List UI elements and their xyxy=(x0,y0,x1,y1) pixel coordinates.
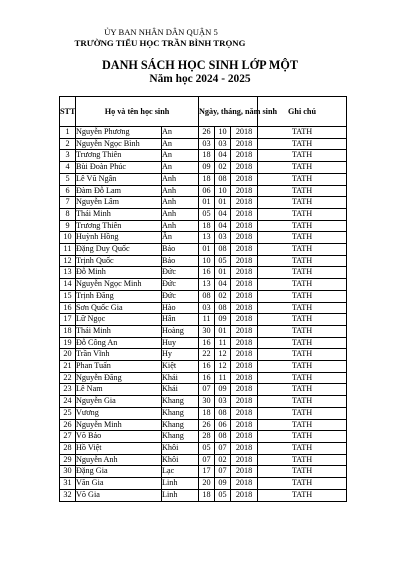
birth-year-cell: 2018 xyxy=(231,162,258,174)
last-name-cell: Nguyễn Phương xyxy=(76,127,162,139)
stt-cell: 6 xyxy=(60,185,76,197)
birth-day-cell: 26 xyxy=(199,419,215,431)
first-name-cell: Hy xyxy=(162,349,199,361)
birth-day-cell: 05 xyxy=(199,208,215,220)
birth-year-cell: 2018 xyxy=(231,337,258,349)
first-name-cell: Anh xyxy=(162,173,199,185)
table-row xyxy=(60,489,347,501)
note-cell: TATH xyxy=(258,325,347,337)
birth-day-cell: 13 xyxy=(199,232,215,244)
birth-day-cell: 07 xyxy=(199,384,215,396)
last-name-cell: Trương Thiên xyxy=(76,220,162,232)
stt-cell: 21 xyxy=(60,361,76,373)
last-name-cell: Nguyễn Ngọc Bình xyxy=(76,138,162,150)
note-cell: TATH xyxy=(258,407,347,419)
last-name-cell: Đỗ Minh xyxy=(76,267,162,279)
birth-year-cell: 2018 xyxy=(231,454,258,466)
birth-month-cell: 11 xyxy=(215,337,231,349)
last-name-cell: Hồ Việt xyxy=(76,442,162,454)
birth-month-cell: 04 xyxy=(215,208,231,220)
stt-cell: 12 xyxy=(60,255,76,267)
table-row xyxy=(60,127,347,139)
note-cell: TATH xyxy=(258,185,347,197)
birth-year-cell: 2018 xyxy=(231,478,258,490)
first-name-cell: Lạc xyxy=(162,466,199,478)
table-header-row xyxy=(60,97,347,127)
birth-month-cell: 06 xyxy=(215,419,231,431)
birth-day-cell: 08 xyxy=(199,290,215,302)
stt-cell: 20 xyxy=(60,349,76,361)
table-row xyxy=(60,478,347,490)
note-cell: TATH xyxy=(258,220,347,232)
birth-year-cell: 2018 xyxy=(231,314,258,326)
stt-cell: 19 xyxy=(60,337,76,349)
birth-month-cell: 10 xyxy=(215,127,231,139)
table-row xyxy=(60,454,347,466)
first-name-cell: Hào xyxy=(162,302,199,314)
note-cell: TATH xyxy=(258,442,347,454)
birth-year-cell: 2018 xyxy=(231,302,258,314)
last-name-cell: Bùi Đoàn Phúc xyxy=(76,162,162,174)
stt-cell: 10 xyxy=(60,232,76,244)
first-name-cell: Đức xyxy=(162,267,199,279)
birth-day-cell: 26 xyxy=(199,127,215,139)
table-row xyxy=(60,290,347,302)
column-header-note: Ghi chú xyxy=(258,97,347,127)
note-cell: TATH xyxy=(258,244,347,256)
table-row xyxy=(60,419,347,431)
stt-cell: 11 xyxy=(60,244,76,256)
table-row xyxy=(60,197,347,209)
birth-day-cell: 06 xyxy=(199,185,215,197)
stt-cell: 14 xyxy=(60,279,76,291)
column-header-name: Họ và tên học sinh xyxy=(76,97,199,127)
note-cell: TATH xyxy=(258,454,347,466)
birth-year-cell: 2018 xyxy=(231,442,258,454)
school-year: Năm học 2024 - 2025 xyxy=(149,73,251,85)
stt-cell: 26 xyxy=(60,419,76,431)
note-cell: TATH xyxy=(258,232,347,244)
birth-year-cell: 2018 xyxy=(231,127,258,139)
table-row xyxy=(60,279,347,291)
last-name-cell: Vương xyxy=(76,407,162,419)
note-cell: TATH xyxy=(258,302,347,314)
table-row xyxy=(60,431,347,443)
stt-cell: 29 xyxy=(60,454,76,466)
birth-year-cell: 2018 xyxy=(231,290,258,302)
first-name-cell: Kiệt xyxy=(162,361,199,373)
last-name-cell: Lữ Ngọc xyxy=(76,314,162,326)
birth-day-cell: 07 xyxy=(199,454,215,466)
note-cell: TATH xyxy=(258,127,347,139)
note-cell: TATH xyxy=(258,349,347,361)
birth-year-cell: 2018 xyxy=(231,138,258,150)
birth-year-cell: 2018 xyxy=(231,419,258,431)
note-cell: TATH xyxy=(258,197,347,209)
table-row xyxy=(60,349,347,361)
birth-month-cell: 03 xyxy=(215,232,231,244)
first-name-cell: Khang xyxy=(162,419,199,431)
birth-year-cell: 2018 xyxy=(231,372,258,384)
stt-cell: 23 xyxy=(60,384,76,396)
note-cell: TATH xyxy=(258,162,347,174)
birth-year-cell: 2018 xyxy=(231,431,258,443)
birth-year-cell: 2018 xyxy=(231,325,258,337)
birth-month-cell: 08 xyxy=(215,173,231,185)
stt-cell: 22 xyxy=(60,372,76,384)
last-name-cell: Sơn Quốc Gia xyxy=(76,302,162,314)
birth-month-cell: 01 xyxy=(215,197,231,209)
table-row xyxy=(60,220,347,232)
last-name-cell: Võ Bảo xyxy=(76,431,162,443)
birth-month-cell: 09 xyxy=(215,478,231,490)
birth-day-cell: 11 xyxy=(199,314,215,326)
birth-day-cell: 16 xyxy=(199,372,215,384)
first-name-cell: Ân xyxy=(162,232,199,244)
birth-day-cell: 05 xyxy=(199,442,215,454)
table-row xyxy=(60,162,347,174)
birth-year-cell: 2018 xyxy=(231,407,258,419)
birth-day-cell: 09 xyxy=(199,162,215,174)
note-cell: TATH xyxy=(258,384,347,396)
birth-day-cell: 18 xyxy=(199,407,215,419)
table-row xyxy=(60,466,347,478)
birth-day-cell: 18 xyxy=(199,220,215,232)
last-name-cell: Văn Gia xyxy=(76,478,162,490)
birth-year-cell: 2018 xyxy=(231,208,258,220)
first-name-cell: Linh xyxy=(162,478,199,490)
note-cell: TATH xyxy=(258,138,347,150)
birth-month-cell: 08 xyxy=(215,244,231,256)
birth-day-cell: 18 xyxy=(199,173,215,185)
birth-month-cell: 04 xyxy=(215,150,231,162)
birth-day-cell: 22 xyxy=(199,349,215,361)
last-name-cell: Nguyễn Ngọc Minh xyxy=(76,279,162,291)
birth-year-cell: 2018 xyxy=(231,185,258,197)
birth-day-cell: 28 xyxy=(199,431,215,443)
last-name-cell: Trần Vĩnh xyxy=(76,349,162,361)
note-cell: TATH xyxy=(258,396,347,408)
birth-year-cell: 2018 xyxy=(231,173,258,185)
last-name-cell: Đặng Duy Quốc xyxy=(76,244,162,256)
table-row xyxy=(60,255,347,267)
birth-month-cell: 08 xyxy=(215,431,231,443)
first-name-cell: Anh xyxy=(162,208,199,220)
first-name-cell: Khôi xyxy=(162,454,199,466)
stt-cell: 27 xyxy=(60,431,76,443)
first-name-cell: An xyxy=(162,150,199,162)
stt-cell: 8 xyxy=(60,208,76,220)
last-name-cell: Thái Minh xyxy=(76,208,162,220)
birth-year-cell: 2018 xyxy=(231,384,258,396)
table-row xyxy=(60,361,347,373)
note-cell: TATH xyxy=(258,208,347,220)
birth-month-cell: 07 xyxy=(215,466,231,478)
stt-cell: 24 xyxy=(60,396,76,408)
last-name-cell: Lê Nam xyxy=(76,384,162,396)
birth-month-cell: 12 xyxy=(215,361,231,373)
birth-month-cell: 05 xyxy=(215,489,231,501)
birth-year-cell: 2018 xyxy=(231,396,258,408)
birth-month-cell: 04 xyxy=(215,279,231,291)
note-cell: TATH xyxy=(258,466,347,478)
note-cell: TATH xyxy=(258,361,347,373)
birth-year-cell: 2018 xyxy=(231,197,258,209)
first-name-cell: An xyxy=(162,162,199,174)
birth-year-cell: 2018 xyxy=(231,220,258,232)
first-name-cell: Anh xyxy=(162,220,199,232)
table-row xyxy=(60,337,347,349)
stt-cell: 16 xyxy=(60,302,76,314)
first-name-cell: Hân xyxy=(162,314,199,326)
first-name-cell: Linh xyxy=(162,489,199,501)
birth-month-cell: 08 xyxy=(215,407,231,419)
first-name-cell: Đức xyxy=(162,279,199,291)
table-row xyxy=(60,267,347,279)
birth-year-cell: 2018 xyxy=(231,244,258,256)
last-name-cell: Nguyễn Lâm xyxy=(76,197,162,209)
last-name-cell: Đàm Đỗ Lam xyxy=(76,185,162,197)
birth-month-cell: 01 xyxy=(215,325,231,337)
table-row xyxy=(60,396,347,408)
first-name-cell: Khang xyxy=(162,396,199,408)
note-cell: TATH xyxy=(258,419,347,431)
last-name-cell: Nguyễn Đăng xyxy=(76,372,162,384)
last-name-cell: Võ Gia xyxy=(76,489,162,501)
note-cell: TATH xyxy=(258,314,347,326)
stt-cell: 7 xyxy=(60,197,76,209)
table-row xyxy=(60,302,347,314)
table-row xyxy=(60,138,347,150)
document-title: DANH SÁCH HỌC SINH LỚP MỘT xyxy=(101,58,299,72)
table-row xyxy=(60,173,347,185)
table-row xyxy=(60,407,347,419)
stt-cell: 4 xyxy=(60,162,76,174)
column-header-dob: Ngày, tháng, năm sinh xyxy=(199,97,258,127)
stt-cell: 2 xyxy=(60,138,76,150)
first-name-cell: Huy xyxy=(162,337,199,349)
birth-month-cell: 03 xyxy=(215,396,231,408)
birth-year-cell: 2018 xyxy=(231,349,258,361)
table-row xyxy=(60,185,347,197)
note-cell: TATH xyxy=(258,431,347,443)
birth-month-cell: 03 xyxy=(215,138,231,150)
table-body xyxy=(60,127,347,502)
stt-cell: 25 xyxy=(60,407,76,419)
birth-day-cell: 17 xyxy=(199,466,215,478)
stt-cell: 13 xyxy=(60,267,76,279)
last-name-cell: Nguyễn Gia xyxy=(76,396,162,408)
stt-cell: 15 xyxy=(60,290,76,302)
birth-day-cell: 30 xyxy=(199,325,215,337)
table-row xyxy=(60,442,347,454)
birth-day-cell: 13 xyxy=(199,279,215,291)
birth-year-cell: 2018 xyxy=(231,489,258,501)
note-cell: TATH xyxy=(258,337,347,349)
first-name-cell: Anh xyxy=(162,185,199,197)
birth-month-cell: 04 xyxy=(215,220,231,232)
birth-month-cell: 12 xyxy=(215,349,231,361)
table-row xyxy=(60,150,347,162)
table-row xyxy=(60,314,347,326)
stt-cell: 30 xyxy=(60,466,76,478)
birth-day-cell: 10 xyxy=(199,255,215,267)
note-cell: TATH xyxy=(258,267,347,279)
last-name-cell: Lê Vũ Ngân xyxy=(76,173,162,185)
note-cell: TATH xyxy=(258,150,347,162)
first-name-cell: Bảo xyxy=(162,244,199,256)
table-row xyxy=(60,244,347,256)
birth-month-cell: 09 xyxy=(215,384,231,396)
birth-year-cell: 2018 xyxy=(231,150,258,162)
stt-cell: 9 xyxy=(60,220,76,232)
note-cell: TATH xyxy=(258,372,347,384)
birth-year-cell: 2018 xyxy=(231,466,258,478)
note-cell: TATH xyxy=(258,279,347,291)
note-cell: TATH xyxy=(258,478,347,490)
first-name-cell: An xyxy=(162,127,199,139)
table-row xyxy=(60,232,347,244)
birth-year-cell: 2018 xyxy=(231,255,258,267)
first-name-cell: An xyxy=(162,138,199,150)
first-name-cell: Anh xyxy=(162,197,199,209)
birth-day-cell: 18 xyxy=(199,489,215,501)
birth-day-cell: 16 xyxy=(199,267,215,279)
birth-month-cell: 01 xyxy=(215,267,231,279)
org-name-line1: ỦY BAN NHÂN DÂN QUẬN 5 xyxy=(104,27,218,37)
stt-cell: 5 xyxy=(60,173,76,185)
birth-day-cell: 16 xyxy=(199,337,215,349)
birth-month-cell: 05 xyxy=(215,255,231,267)
birth-year-cell: 2018 xyxy=(231,279,258,291)
birth-day-cell: 03 xyxy=(199,138,215,150)
stt-cell: 17 xyxy=(60,314,76,326)
last-name-cell: Nguyễn Anh xyxy=(76,454,162,466)
stt-cell: 32 xyxy=(60,489,76,501)
birth-year-cell: 2018 xyxy=(231,361,258,373)
note-cell: TATH xyxy=(258,255,347,267)
table-row xyxy=(60,384,347,396)
stt-cell: 3 xyxy=(60,150,76,162)
first-name-cell: Khang xyxy=(162,407,199,419)
last-name-cell: Đỗ Công An xyxy=(76,337,162,349)
birth-day-cell: 01 xyxy=(199,244,215,256)
birth-day-cell: 30 xyxy=(199,396,215,408)
last-name-cell: Thái Minh xyxy=(76,325,162,337)
last-name-cell: Nguyễn Minh xyxy=(76,419,162,431)
birth-month-cell: 11 xyxy=(215,372,231,384)
first-name-cell: Bảo xyxy=(162,255,199,267)
last-name-cell: Huỳnh Hồng xyxy=(76,232,162,244)
column-header-stt: STT xyxy=(60,97,76,127)
birth-month-cell: 10 xyxy=(215,185,231,197)
last-name-cell: Trịnh Quốc xyxy=(76,255,162,267)
birth-day-cell: 01 xyxy=(199,197,215,209)
first-name-cell: Khải xyxy=(162,384,199,396)
first-name-cell: Khang xyxy=(162,431,199,443)
table-row xyxy=(60,372,347,384)
stt-cell: 31 xyxy=(60,478,76,490)
birth-day-cell: 18 xyxy=(199,150,215,162)
first-name-cell: Đức xyxy=(162,290,199,302)
first-name-cell: Khải xyxy=(162,372,199,384)
last-name-cell: Đặng Gia xyxy=(76,466,162,478)
birth-month-cell: 08 xyxy=(215,302,231,314)
birth-month-cell: 09 xyxy=(215,314,231,326)
last-name-cell: Trịnh Đăng xyxy=(76,290,162,302)
table-row xyxy=(60,208,347,220)
first-name-cell: Hoàng xyxy=(162,325,199,337)
student-roster-table xyxy=(59,96,347,502)
school-name: TRƯỜNG TIỂU HỌC TRẦN BÌNH TRỌNG xyxy=(74,38,246,48)
stt-cell: 1 xyxy=(60,127,76,139)
table-row xyxy=(60,325,347,337)
first-name-cell: Khôi xyxy=(162,442,199,454)
stt-cell: 18 xyxy=(60,325,76,337)
birth-day-cell: 20 xyxy=(199,478,215,490)
note-cell: TATH xyxy=(258,173,347,185)
birth-month-cell: 02 xyxy=(215,454,231,466)
birth-day-cell: 16 xyxy=(199,361,215,373)
last-name-cell: Trương Thiên xyxy=(76,150,162,162)
note-cell: TATH xyxy=(258,489,347,501)
last-name-cell: Phan Tuấn xyxy=(76,361,162,373)
birth-day-cell: 03 xyxy=(199,302,215,314)
birth-month-cell: 07 xyxy=(215,442,231,454)
birth-year-cell: 2018 xyxy=(231,232,258,244)
birth-month-cell: 02 xyxy=(215,290,231,302)
note-cell: TATH xyxy=(258,290,347,302)
birth-year-cell: 2018 xyxy=(231,267,258,279)
stt-cell: 28 xyxy=(60,442,76,454)
birth-month-cell: 02 xyxy=(215,162,231,174)
